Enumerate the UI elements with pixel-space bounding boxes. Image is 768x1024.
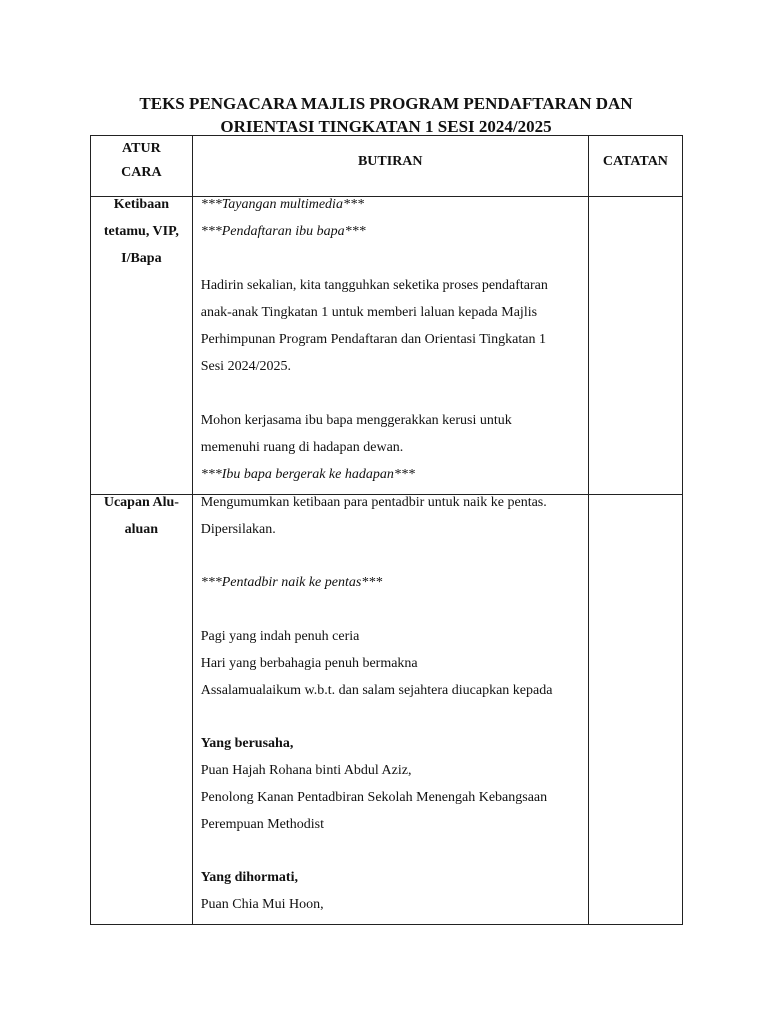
atur-cara-line: I/Bapa	[121, 251, 162, 266]
butiran-line	[201, 251, 588, 267]
atur-cara-line: aluan	[124, 521, 159, 537]
butiran-line	[201, 843, 588, 859]
butiran-line: Pagi yang indah penuh ceria	[200, 628, 360, 644]
butiran-line: ***Ibu bapa bergerak ke hadapan***	[200, 467, 415, 482]
header-atur: ATUR	[122, 141, 161, 156]
header-catatan: CATATAN	[588, 136, 682, 197]
program-table	[90, 135, 683, 925]
atur-cara-line: Ketibaan	[113, 197, 169, 212]
butiran-line: memenuhi ruang di hadapan dewan.	[200, 440, 404, 455]
butiran-line	[201, 709, 588, 725]
butiran-line: Puan Chia Mui Hoon,	[200, 896, 324, 912]
butiran-line: ***Pendaftaran ibu bapa***	[200, 224, 366, 239]
butiran-line: ***Tayangan multimedia***	[200, 197, 364, 212]
butiran-line: Mengumumkan ketibaan para pentadbir untuk naik ke pentas.	[200, 495, 547, 510]
butiran-line: Puan Hajah Rohana binti Abdul Aziz,	[200, 762, 412, 778]
butiran-line: Hari yang berbahagia penuh bermakna	[200, 655, 418, 671]
butiran-line: Perempuan Methodist	[200, 816, 324, 832]
butiran-line: Penolong Kanan Pentadbiran Sekolah Menengah Kebangsaan	[200, 789, 548, 805]
butiran-line: anak-anak Tingkatan 1 untuk memberi laluan kepada Majlis	[200, 305, 538, 320]
header-cara: CARA	[121, 165, 162, 180]
butiran-line	[201, 386, 588, 402]
butiran-line: Hadirin sekalian, kita tangguhkan seketika proses pendaftaran	[200, 278, 548, 293]
table-row	[91, 495, 683, 925]
catatan-cell	[588, 495, 682, 925]
atur-cara-cell	[91, 495, 193, 925]
atur-cara-cell	[91, 197, 193, 495]
header-atur-cara	[91, 136, 193, 197]
butiran-line	[201, 602, 588, 618]
catatan-cell	[588, 197, 682, 495]
butiran-line: Dipersilakan.	[200, 521, 276, 537]
butiran-cell	[192, 495, 588, 925]
butiran-line	[201, 549, 588, 565]
document-title	[0, 92, 768, 138]
butiran-line: Sesi 2024/2025.	[200, 359, 291, 374]
title-line-2: ORIENTASI TINGKATAN 1 SESI 2024/2025	[220, 117, 552, 136]
butiran-line: Yang dihormati,	[200, 870, 298, 886]
table-row	[91, 197, 683, 495]
butiran-line: Mohon kerjasama ibu bapa menggerakkan kerusi untuk	[200, 413, 512, 428]
title-line-1: TEKS PENGACARA MAJLIS PROGRAM PENDAFTARAN DAN	[139, 94, 633, 113]
header-butiran: BUTIRAN	[192, 136, 588, 197]
butiran-line: ***Pentadbir naik ke pentas***	[200, 575, 383, 591]
butiran-line: Yang berusaha,	[200, 736, 294, 752]
atur-cara-line: tetamu, VIP,	[103, 224, 179, 239]
butiran-cell	[192, 197, 588, 495]
butiran-line: Perhimpunan Program Pendaftaran dan Orientasi Tingkatan 1	[200, 332, 547, 347]
table-header-row	[91, 136, 683, 197]
atur-cara-line: Ucapan Alu-	[103, 495, 179, 510]
butiran-line: Assalamualaikum w.b.t. dan salam sejahtera diucapkan kepada	[200, 682, 553, 698]
